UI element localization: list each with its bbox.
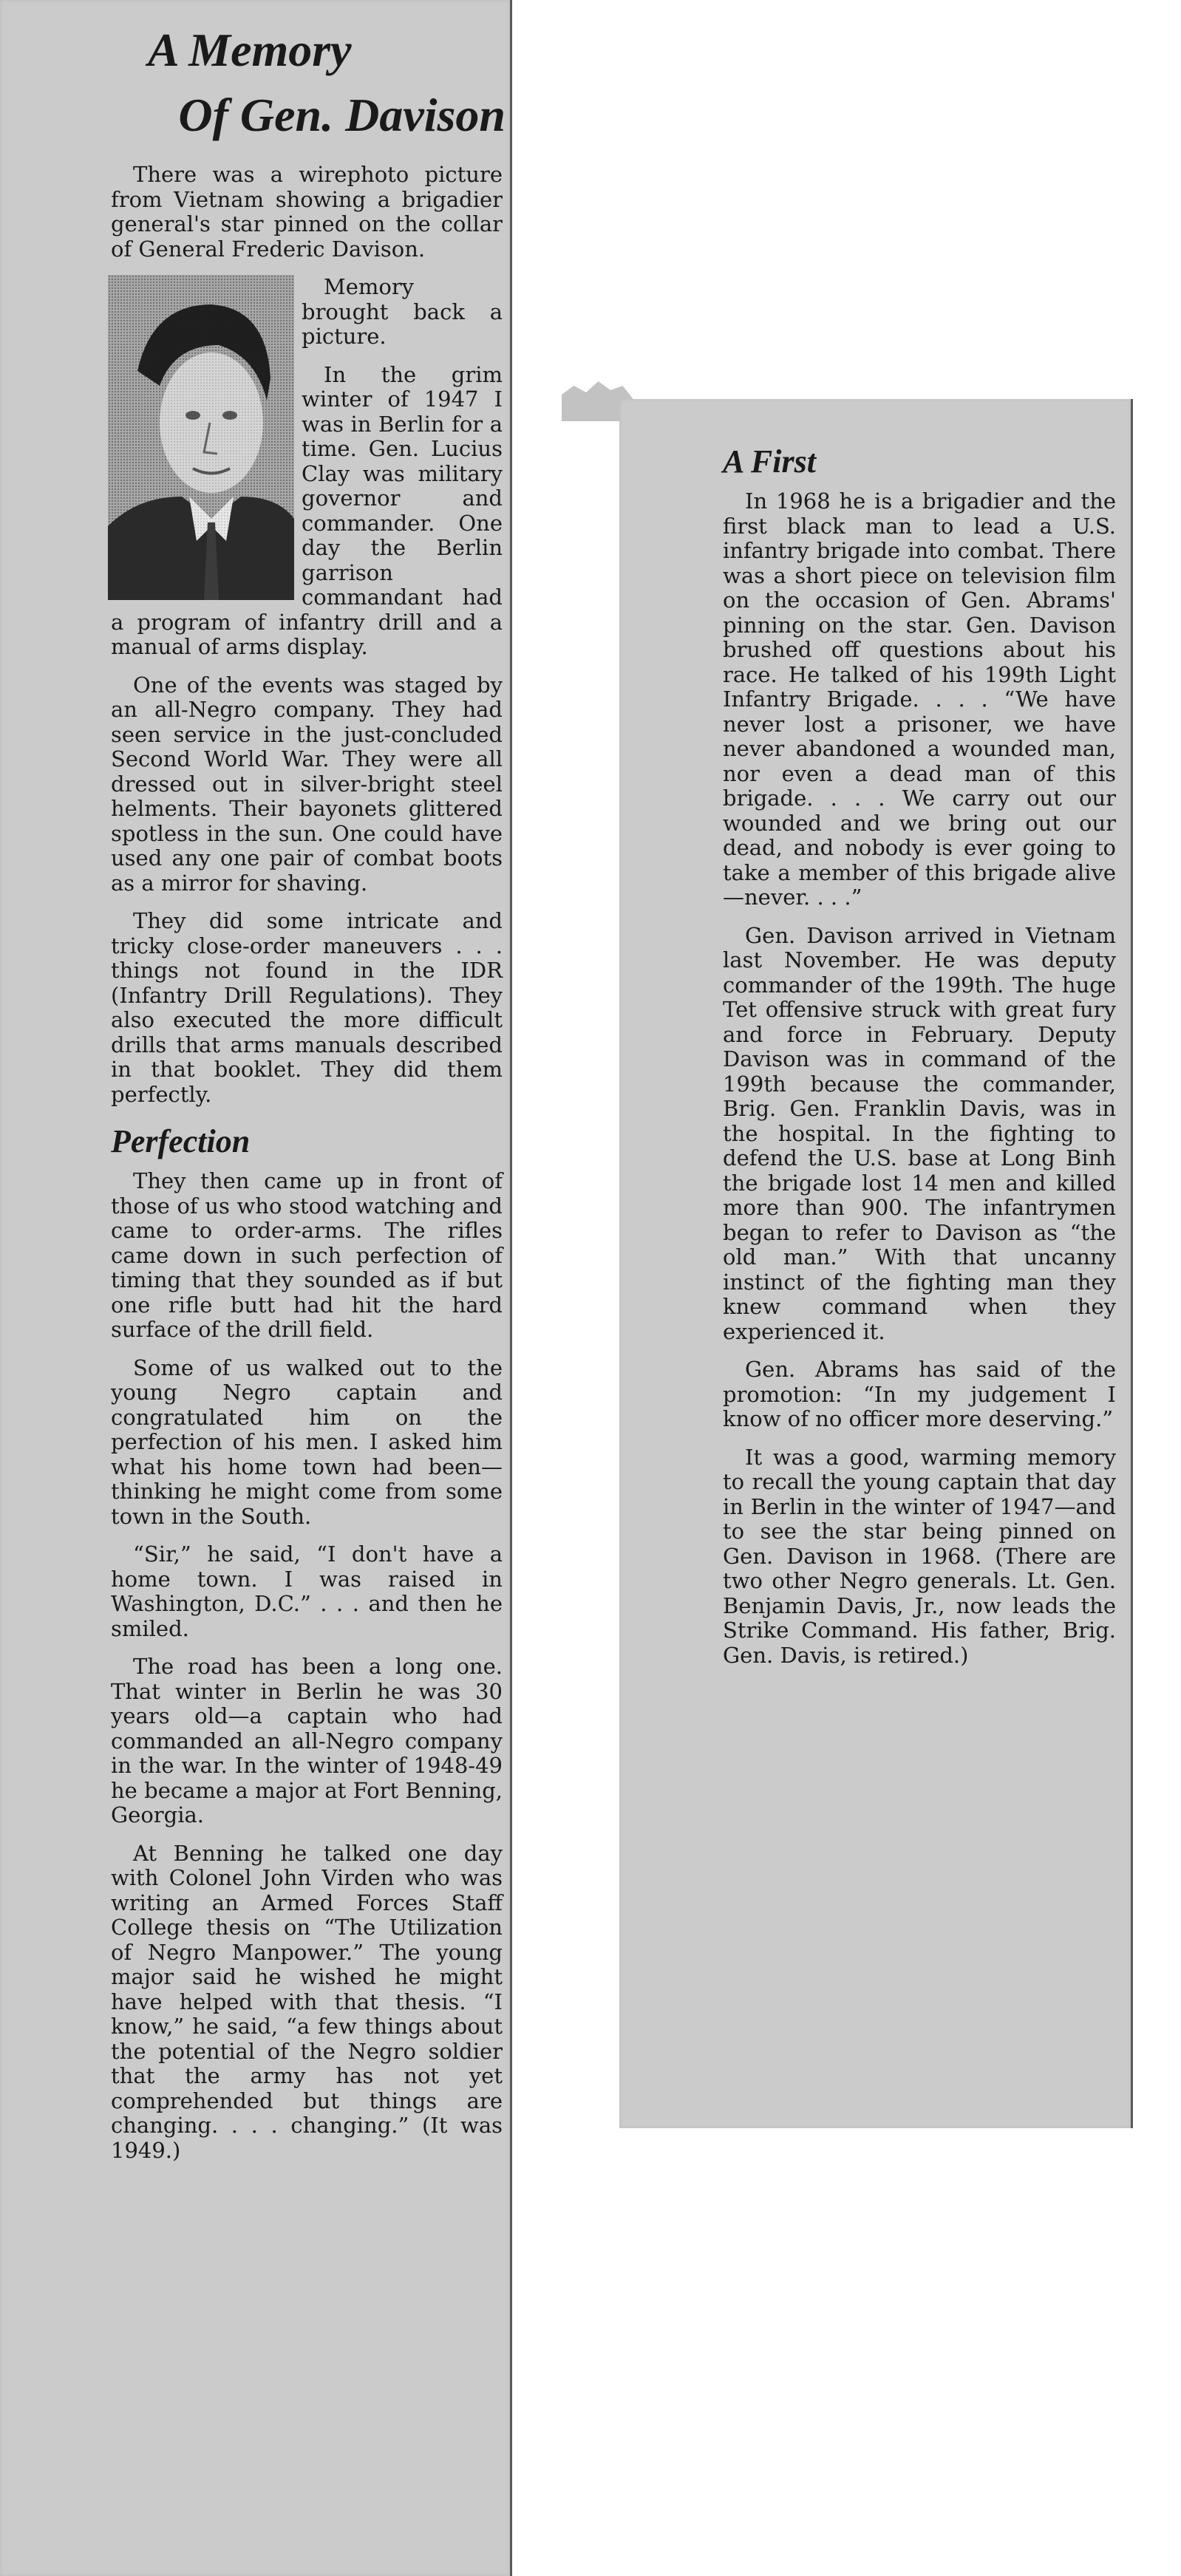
portrait-photo [108, 275, 294, 600]
paragraph: One of the events was staged by an all-Negro company. They had seen service in the just-concluded Second World War. They were all dressed out in silver-bright steel helments. Their bayonets glittered spotless in the sun. One could have used any one pair of combat boots as a mirror for shaving. [111, 672, 503, 896]
headline-line-2: Of Gen. Davison [178, 89, 506, 141]
portrait-image [108, 275, 294, 600]
paragraph: They did some intricate and tricky close-order maneuvers . . . things not found in the IDR (Infantry Drill Regulations). They also executed the more difficult drills that arms manuals described in that booklet. They did them perfectly. [111, 908, 503, 1107]
subhead-perfection: Perfection [111, 1123, 251, 1159]
paragraph: They then came up in front of those of us who stood watching and came to order-arms. The rifles came down in such perfection of timing that they sounded as if but one rifle butt had hit the hard surface of the drill field. [111, 1168, 503, 1342]
paragraph: Memory brought back a picture. [302, 274, 503, 349]
subhead-a-first: A First [723, 443, 816, 480]
article-column-right [723, 443, 1116, 1681]
paragraph: Gen. Abrams has said of the promotion: “In my judgement I know of no officer more deserving.” [723, 1357, 1116, 1431]
paragraph: The road has been a long one. That winter in Berlin he was 30 years old—a captain who had commanded an all-Negro company in the war. In the winter of 1948-49 he became a major at Fort Benning, Georgia. [111, 1654, 503, 1827]
headline-line-1: A Memory [148, 24, 352, 76]
clipping-left [0, 0, 512, 2576]
paragraph: At Benning he talked one day with Colonel John Virden who was writing an Armed Forces Staff College thesis on “The Utilization of Negro Manpower.” The young major said he wished he might have helped with that thesis. “I know,” he said, “a few things about the potential of the Negro soldier that the army has not yet comprehended but things are changing. . . . changing.” (It was 1949.) [111, 1840, 503, 2163]
paragraph: In 1968 he is a brigadier and the first black man to lead a U.S. infantry brigade into combat. There was a short piece on television film on the occasion of Gen. Abrams' pinning on the star. Gen. Davison brushed off questions about his race. He talked of his 199th Light Infantry Brigade. . . . “We have never lost a prisoner, we have never abandoned a wounded man, nor even a dead man of this brigade. . . . We carry out our wounded and we bring out our dead, and nobody is ever going to take a member of this brigade alive—never. . . .” [723, 488, 1116, 910]
paragraph: It was a good, warming memory to recall the young captain that day in Berlin in the winter of 1947—and to see the star being pinned on Gen. Davison in 1968. (There are two other Negro generals. Lt. Gen. Benjamin Davis, Jr., now leads the Strike Command. His father, Brig. Gen. Davis, is retired.) [723, 1444, 1116, 1668]
paragraph: In the grim winter of 1947 I was in Berlin for a time. Gen. Lucius Clay was military governor and commander. One day the Berlin garrison commandant had a program of infantry drill and a manual of arms display. [111, 361, 503, 659]
paragraph: Some of us walked out to the young Negro captain and congratulated him on the perfection of his men. I asked him what his home town had been—thinking he might come from some town in the South. [111, 1355, 503, 1529]
paragraph: There was a wirephoto picture from Vietnam showing a brigadier general's star pinned on the collar of General Frederic Davison. [111, 162, 503, 262]
paragraph: “Sir,” he said, “I don't have a home town. I was raised in Washington, D.C.” . . . and then he smiled. [111, 1541, 503, 1641]
paragraph: Gen. Davison arrived in Vietnam last November. He was deputy commander of the 199th. The huge Tet offensive struck with great fury and force in February. Deputy Davison was in command of the 199th because the commander, Brig. Gen. Franklin Davis, was in the hospital. In the fighting to defend the U.S. base at Long Binh the brigade lost 14 men and killed more than 900. The infantrymen began to refer to Davison as “the old man.” With that uncanny instinct of the fighting man they knew command when they experienced it. [723, 922, 1116, 1344]
article-column-left [111, 163, 503, 2176]
